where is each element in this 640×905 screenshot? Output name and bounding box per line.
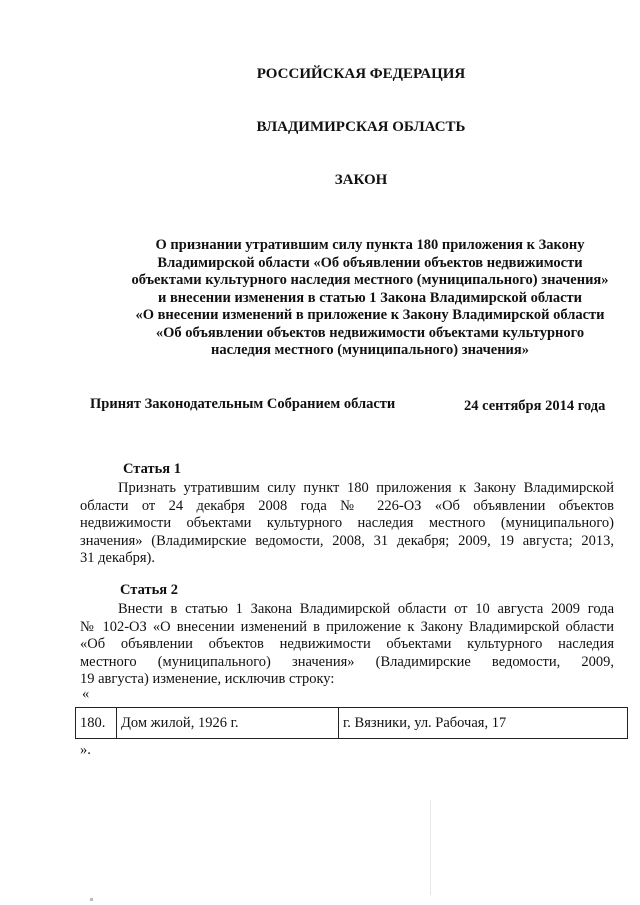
law-title [110, 237, 630, 360]
article2-line: № 102-ОЗ «О внесении изменений в приложение к Закону Владимирской области [80, 618, 614, 635]
article1-line: значения» (Владимирские ведомости, 2008, 31 декабря; 2009, 19 августа; 2013, [80, 532, 614, 549]
article1-line: области от 24 декабря 2008 года № 226-ОЗ «Об объявлении объектов [80, 497, 614, 514]
law-title-line: Владимирской области «Об объявлении объектов недвижимости [157, 254, 583, 271]
adoption-date: 24 сентября 2014 года [464, 398, 606, 414]
law-title-line: «Об объявлении объектов недвижимости объектами культурного [155, 324, 585, 341]
article2-line: Внести в статью 1 Закона Владимирской области от 10 августа 2009 года [118, 601, 614, 617]
article2-line: 19 августа) изменение, исключив строку: [80, 671, 335, 687]
scan-speck [90, 898, 93, 901]
law-title-line: объектами культурного наследия местного (муниципального) значения» [131, 272, 609, 288]
country-heading: РОССИЙСКАЯ ФЕДЕРАЦИЯ [256, 66, 466, 82]
article1-text [80, 480, 614, 568]
close-quote: ». [80, 742, 91, 758]
adoption-label: Принят Законодательным Собранием области [90, 396, 396, 412]
row-number-cell: 180. [76, 708, 117, 738]
article2-line: местного (муниципального) значения» (Владимирские ведомости, 2009, [80, 653, 614, 670]
article2-line: «Об объявлении объектов недвижимости объектами культурного наследия [80, 636, 614, 652]
region-heading: ВЛАДИМИРСКАЯ ОБЛАСТЬ [256, 119, 466, 135]
law-title-line: и внесении изменения в статью 1 Закона Владимирской области [157, 289, 583, 306]
scan-artifact-line [430, 800, 431, 895]
article2-heading: Статья 2 [120, 582, 178, 598]
row-address-cell: г. Вязники, ул. Рабочая, 17 [343, 715, 507, 731]
doc-type-heading: ЗАКОН [334, 172, 388, 188]
article1-line: недвижимости объектами культурного наследия местного (муниципального) [80, 515, 614, 531]
article1-line: 31 декабря). [80, 550, 155, 566]
article1-heading: Статья 1 [123, 461, 181, 477]
law-title-line: наследия местного (муниципального) значения» [210, 342, 530, 358]
open-quote: « [82, 686, 90, 702]
article2-text [80, 601, 614, 689]
article1-line: Признать утратившим силу пункт 180 приложения к Закону Владимирской [118, 480, 614, 496]
row-object-cell: Дом жилой, 1926 г. [117, 708, 339, 738]
law-title-line: «О внесении изменений в приложение к Закону Владимирской области [135, 307, 605, 323]
excluded-table-row [75, 707, 628, 739]
law-title-line: О признании утратившим силу пункта 180 приложения к Закону [155, 237, 585, 253]
